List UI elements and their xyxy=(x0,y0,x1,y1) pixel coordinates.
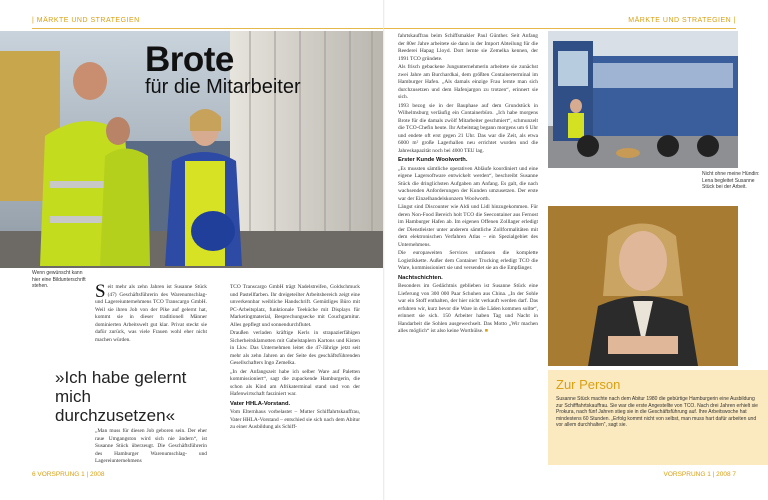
paragraph: „In der Anfangszeit habe ich selber Ware auf Paletten kommissioniert“, sagt die zupackende Hamburgerin, die schon als Kind am Afrikaterminal stand und von der Hafenwirtschaft fasziniert war. xyxy=(230,368,360,397)
right-page xyxy=(384,0,768,500)
paragraph: Als frisch gebackene Jungunternehmerin arbeitete sie zunächst zwei Jahre am Burchardkai, dem größten Containerterminal im Hamburger Hafen. „Als damals einzige Frau lernte man sich durchzusetzen und dem Hafenjargon zu trotzen“, erinnert sie sich. xyxy=(398,64,538,100)
paragraph xyxy=(398,283,538,336)
section-label-left: | MÄRKTE UND STRATEGIEN xyxy=(32,17,140,24)
subhead: Erster Kunde Woolworth. xyxy=(398,157,468,163)
end-mark: ■ xyxy=(484,328,489,334)
portrait-photo xyxy=(548,206,738,366)
photo-caption-right: Nicht ohne meine Hündin: Lena begleitet Susanne Stück bei der Arbeit. xyxy=(702,171,760,190)
header-rule-right xyxy=(384,28,736,29)
info-box-text: Susanne Stück machte nach dem Abitur 1980 die gebürtige Hamburgerin eine Ausbildung zur Schifffahrtskauffrau. Sie war die erste Angestellte von TCO. Nach drei Jahren erhielt sie Prokura, nach fünf Jahren stieg sie in die Geschäftsführung auf. Ihre Arbeitswoche hat mindestens 60 Stunden. „Erfolg kommt nicht von selbst, man muss hart dafür arbeiten und vor allem durchhalten“, sagt sie. xyxy=(556,396,758,429)
pull-quote: »Ich habe gelernt mich durchzusetzen« xyxy=(55,368,187,425)
paragraph: Längst sind Discounter wie Aldi und Lidl hinzugekommen. Für deren Non-Food Bereich holt TCO die Seecontainer aus Fernost im Hamburger Hafen ab. Im eigenen Offenen Zolllager erledigt der Dienstleister unter anderem sämtliche Zollformalitäten mit dem elektronischen Verfahren Atlas – ein Spezialgebiet des Unternehmens. xyxy=(398,204,538,248)
info-box-zur-person xyxy=(548,370,768,465)
info-box-title: Zur Person xyxy=(556,377,621,392)
footer-left: 6 VORSPRUNG 1 | 2008 xyxy=(32,471,105,478)
subhead: Vater HHLA-Vorstand. xyxy=(230,400,291,407)
paragraph: „Man muss für diesen Job geboren sein. Der eher raue Umgangston wird sich nie ändern“, ist Susanne Stück überzeugt. Die Geschäftsführerin des Hamburger Warenumschlag- und Lagereiunternehmens xyxy=(95,428,207,464)
paragraph: Draußen verladen kräftige Kerls in strapazierfähigen Sicherheitsklamotten mit Gabelstaplern Kartons und Kisten in Lkw. Das Unternehmen leitet die 47-Jährige jetzt seit mehr als zehn Jahren an der Seite des geschäftsführenden Gesellschafters Ingo Zemelka. xyxy=(230,330,360,366)
paragraph: TCO Transcargo GmbH trägt Nadelstreifen, Goldschmuck und Pastellfarben. Ihr dreigeteilter Arbeitsbereich zeigt eine unverkennbar weibliche Handschrift. Gemütliges Büro mit PC-Arbeitsplatz, funktionale Teeküche mit Displays für Marketingmaterial, Besprechungsecke mit Couchgarnitur. Alles gepflegt und sonnendurchflutet. xyxy=(230,284,360,328)
paragraph: eit mehr als zehn Jahren ist Susanne Stück (47) Geschäftsführerin des Warenumschlag- und Lagereiunternehmens TCO Transcargo GmbH. Weil sie ihren Job von der Pike auf gelernt hat, kommt sie in dieser traditionell Männer dominierten Arbeitswelt gut klar. Privat steckt sie dafür zurück, was viele Frauen wohl eher nicht machen würden. xyxy=(95,284,207,343)
header-rule-left xyxy=(32,28,384,29)
paragraph: Die europaweiten Services umfassen die komplette Logistikkette. Außer dem Container Trucking erledigt TCO die Ware, kommissioniert sie und versendet sie an die Empfänger. xyxy=(398,250,538,271)
footer-right: VORSPRUNG 1 | 2008 7 xyxy=(663,471,736,478)
section-label-right: MÄRKTE UND STRATEGIEN | xyxy=(628,17,736,24)
subhead: Nachtschichten. xyxy=(398,274,443,281)
text-column-1-bottom xyxy=(95,428,207,467)
paragraph: Vom Elternhaus vorbelastet – Mutter Schiffahrtskauffrau, Vater HHLA-Vorstand – entschied sie sich nach dem Abitur zu einer Ausbildung als Schiff- xyxy=(230,409,360,430)
article-subtitle: für die Mitarbeiter xyxy=(145,76,301,98)
article-title: Brote xyxy=(145,40,234,79)
drop-cap: S xyxy=(95,281,106,302)
text-column-2 xyxy=(230,284,360,433)
text-column-1 xyxy=(95,281,207,345)
truck-photo xyxy=(548,31,738,168)
paragraph-text: Besonders im Gedächtnis geblieben ist Susanne Stück eine Lieferung von 300 000 Paar Schuhen aus China. „In der Sohle war ein Stoff enthalten, der hier nicht verkauft werden darf. Das erfuhren wir, kurz bevor die Ware in die Läden kommen sollte“, erinnert sie sich. 150 Arbeiter haben Tag und Nacht in Handarbeit die Sohlen ausgewechselt. Das Motto „Wir machen alles möglich“ ist also keine Worthülse. xyxy=(398,283,538,334)
photo-caption-left: Wenn gewünscht kann hier eine Bildunterschrift stehen. xyxy=(32,270,86,289)
text-column-3 xyxy=(398,33,538,337)
paragraph: „Es mussten sämtliche operativen Abläufe koordiniert und eine eigene Lagersoftware entwickelt werden“, beschreibt Susanne Stück die dringlichsten Aufgaben am Anfang. Es galt, die nach wachsenden Anforderungen der Kunden umzusetzen. Der erste war der Einzelhandelskonzern Woolworth. xyxy=(398,165,538,202)
paragraph: 1993 bezog sie in der Bauphase auf dem Grundstück in Wilhelmsburg verläufig ein Containerbüro. „Ich habe morgens Brote für die damals zwölf Mitarbeiter geschmiert“, schmunzelt die TCO-Chefin heute. Ihr Arbeitstag begann morgens um 6 Uhr und endete oft erst gegen 21 Uhr. Das war die Zeit, als etwa 6000 m² große Lagerhallen neu errichtet wurden und die Jahreskapazität noch bei 4000 TEU lag. xyxy=(398,102,538,154)
paragraph: fahrtskauffrau beim Schiffsmakler Paul Günther. Seit Anfang der 80er Jahre arbeitete sie dann in der Import Abteilung für die Reederei Hapag Lloyd. Dort lernte sie Zemelka kennen, der 1991 TCO gründete. xyxy=(398,33,538,62)
